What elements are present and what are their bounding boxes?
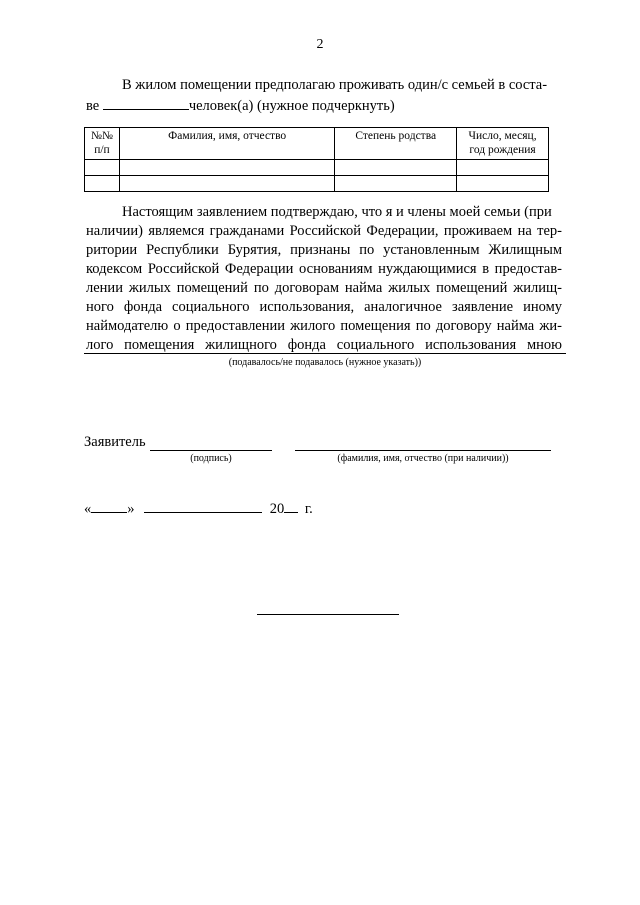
- intro-paragraph: [86, 76, 562, 116]
- header-number: №№ п/п: [85, 128, 120, 160]
- intro-line-2-end: человек(а) (нужное подчеркнуть): [188, 98, 395, 114]
- header-birth-date: Число, месяц, год рождения: [457, 128, 549, 160]
- closing-separator-line: [257, 614, 399, 615]
- date-line: [84, 498, 313, 518]
- date-open-quote: «: [84, 501, 92, 517]
- intro-line-1: В жилом помещении предполагаю проживать один/с семьей в соста-: [122, 77, 548, 93]
- confirmation-paragraph: [86, 203, 562, 355]
- year-field[interactable]: [284, 498, 298, 513]
- confirmation-line: лении жилых помещений по договорам найма жилых помещений жилищ-: [86, 280, 562, 296]
- family-members-table: [84, 127, 549, 192]
- confirmation-line: кодексом Российской Федерации основаниям нуждающимися в предостав-: [86, 261, 562, 277]
- table-row: [85, 160, 549, 176]
- application-status-caption: (подавалось/не подавалось (нужное указать)): [228, 357, 422, 368]
- full-name-field[interactable]: [295, 450, 551, 451]
- table-cell[interactable]: [85, 176, 120, 192]
- applicant-label: Заявитель: [84, 434, 146, 450]
- month-field[interactable]: [144, 498, 262, 513]
- application-status-field[interactable]: [84, 353, 566, 354]
- persons-count-field[interactable]: [103, 95, 189, 110]
- page-number: 2: [316, 37, 324, 52]
- intro-line-2: [86, 95, 562, 116]
- confirmation-line: наймодателю о предоставлении жилого помещения по договору найма жи-: [86, 318, 562, 334]
- year-suffix: г.: [304, 501, 313, 517]
- table-cell[interactable]: [85, 160, 120, 176]
- date-close-quote: »: [127, 501, 135, 517]
- confirmation-line: наличии) являемся гражданами Российской Федерации, проживаем на тер-: [86, 223, 562, 239]
- table-header-row: [85, 128, 549, 160]
- header-relation: Степень родства: [335, 128, 457, 160]
- confirmation-line: Настоящим заявлением подтверждаю, что я и члены моей семьи (при: [122, 204, 552, 220]
- confirmation-line: ритории Республики Бурятия, признаны по установленным Жилищным: [86, 242, 562, 258]
- confirmation-line: лого помещения жилищного фонда социального использования мною: [86, 337, 562, 353]
- table-cell[interactable]: [335, 176, 457, 192]
- signature-field[interactable]: [150, 450, 272, 451]
- table-row: [85, 176, 549, 192]
- year-prefix: 20: [269, 501, 285, 517]
- intro-line-2-start: ве: [86, 98, 100, 114]
- table-cell[interactable]: [457, 176, 549, 192]
- table-cell[interactable]: [119, 160, 334, 176]
- day-field[interactable]: [91, 498, 127, 513]
- full-name-caption: (фамилия, имя, отчество (при наличии)): [337, 453, 509, 464]
- confirmation-line: ного фонда социального использования, аналогичное заявление иному: [86, 299, 562, 315]
- signature-caption: (подпись): [190, 453, 232, 464]
- table-cell[interactable]: [457, 160, 549, 176]
- header-full-name: Фамилия, имя, отчество: [119, 128, 334, 160]
- table-cell[interactable]: [335, 160, 457, 176]
- table-cell[interactable]: [119, 176, 334, 192]
